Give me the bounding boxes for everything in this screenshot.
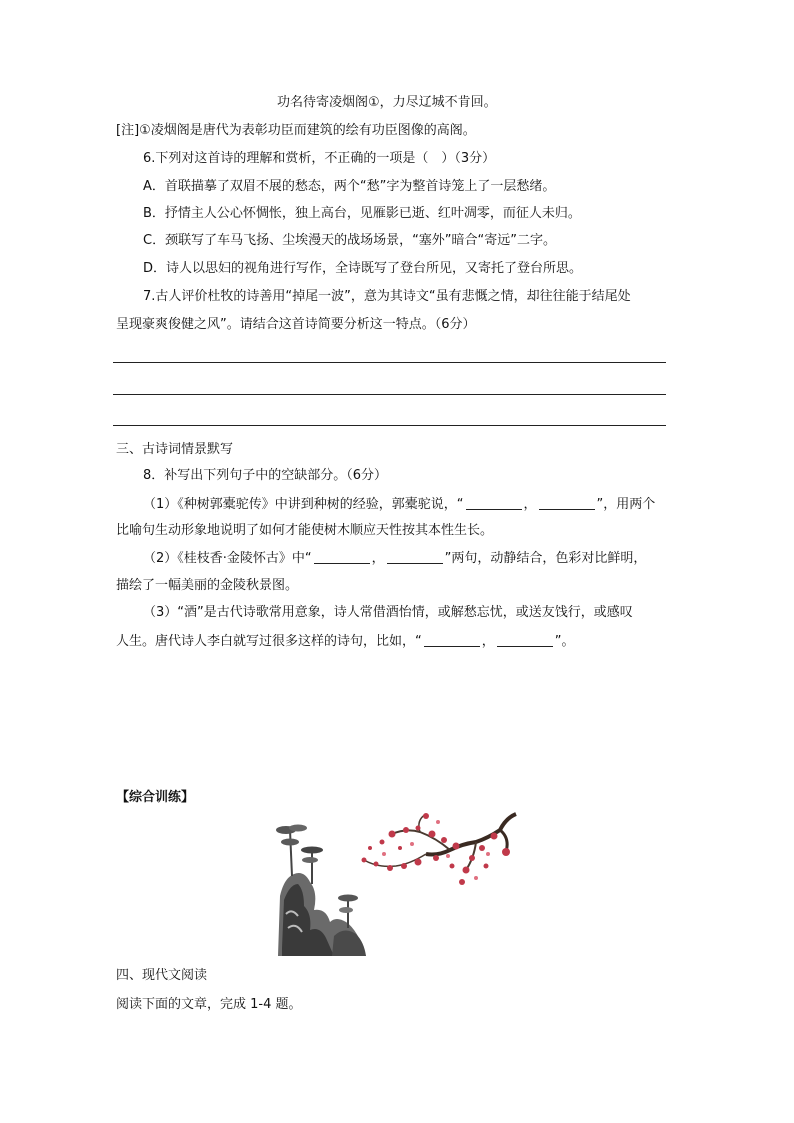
item-2-text-b: ”两句，动静结合，色彩对比鲜明， — [444, 551, 647, 566]
item-2-text-a: （2）《桂枝香·金陵怀古》中“ — [143, 551, 312, 566]
annotation-note: [注]①凌烟阁是唐代为表彰功臣而建筑的绘有功臣图像的高阁。 — [116, 123, 476, 138]
item-2-separator: ， — [371, 551, 385, 566]
question-8-item-1-line-2: 比喻句生动形象地说明了如何才能使树木顺应天性按其本性生长。 — [116, 523, 494, 538]
plum-blossom-illustration — [356, 808, 520, 890]
question-6-option-d: D．诗人以思妇的视角进行写作，全诗既写了登台所见，又寄托了登台所思。 — [143, 261, 583, 276]
answer-line[interactable] — [113, 425, 666, 426]
fill-blank[interactable] — [466, 495, 522, 510]
question-7-line-2: 呈现豪爽俊健之风”。请结合这首诗简要分析这一特点。（6分） — [116, 317, 476, 332]
item-1-text-b: ”，用两个 — [596, 497, 656, 512]
fill-blank[interactable] — [539, 495, 595, 510]
answer-line[interactable] — [113, 394, 666, 395]
section-4-title: 四、现代文阅读 — [116, 968, 208, 983]
fill-blank[interactable] — [497, 632, 553, 647]
fill-blank[interactable] — [424, 632, 480, 647]
item-3-text-a: 人生。唐代诗人李白就写过很多这样的诗句，比如，“ — [116, 634, 422, 649]
answer-line[interactable] — [113, 362, 666, 363]
question-6-option-b: B．抒情主人公心怀惆怅，独上高台，见雁影已逝、红叶凋零，而征人未归。 — [143, 206, 581, 221]
question-8-item-2-line-2: 描绘了一幅美丽的金陵秋景图。 — [116, 578, 299, 593]
training-header: 【综合训练】 — [116, 790, 195, 805]
question-6-stem: 6.下列对这首诗的理解和赏析，不正确的一项是（ ）（3分） — [143, 151, 496, 166]
item-3-separator: ， — [481, 634, 495, 649]
item-1-text-a: （1）《种树郭橐驼传》中讲到种树的经验，郭橐驼说，“ — [143, 497, 464, 512]
fill-blank[interactable] — [314, 549, 370, 564]
section-4-instruction: 阅读下面的文章，完成 1-4 题。 — [116, 997, 302, 1012]
question-6-option-c: C．颈联写了车马飞扬、尘埃漫天的战场场景，“塞外”暗合“寄远”二字。 — [143, 233, 557, 248]
section-3-title: 三、古诗词情景默写 — [116, 442, 234, 457]
question-8-item-3-line-1: （3）“酒”是古代诗歌常用意象，诗人常借酒怡情，或解愁忘忧，或送友饯行，或感叹 — [143, 605, 633, 620]
fill-blank[interactable] — [387, 549, 443, 564]
item-3-text-b: ”。 — [554, 634, 575, 649]
question-6-option-a: A．首联描摹了双眉不展的愁态，两个“愁”字为整首诗笼上了一层愁绪。 — [143, 179, 556, 194]
question-8-item-1 — [143, 495, 655, 514]
question-7-line-1: 7.古人评价杜牧的诗善用“掉尾一波”，意为其诗文“虽有悲慨之情，却往往能于结尾处 — [143, 289, 631, 304]
poem-line: 功名待寄凌烟阁①，力尽辽城不肯回。 — [277, 95, 497, 110]
question-8-item-2 — [143, 549, 646, 568]
question-8-stem: 8．补写出下列句子中的空缺部分。（6分） — [143, 468, 388, 483]
item-1-separator: ， — [523, 497, 537, 512]
question-8-item-3-line-2 — [116, 632, 575, 651]
